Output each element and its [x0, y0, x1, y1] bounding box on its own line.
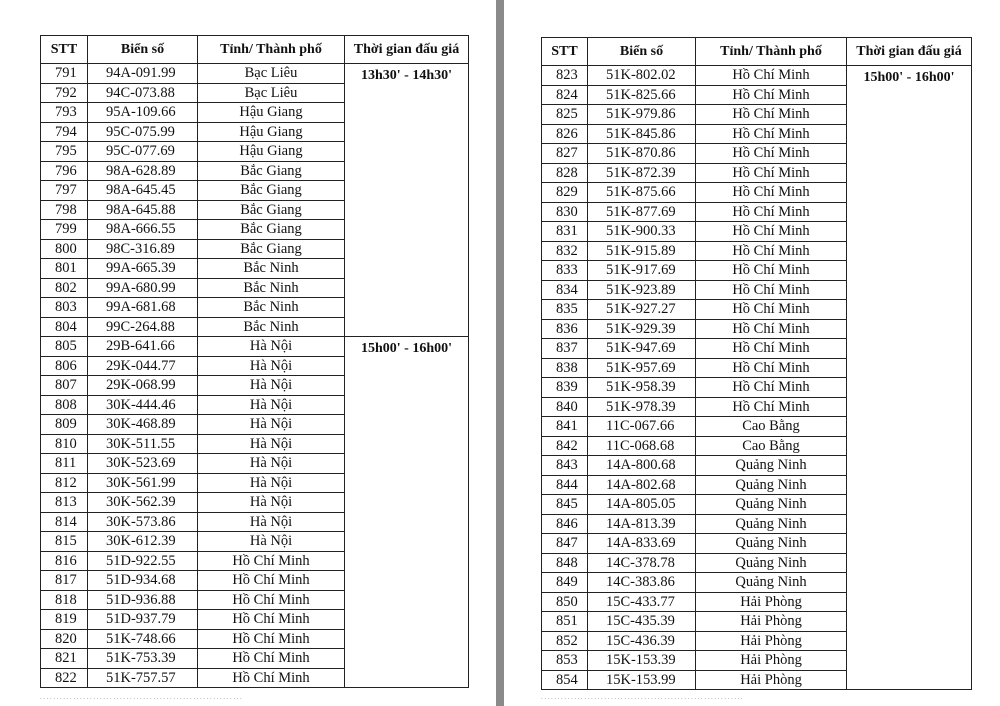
- row-province: Hồ Chí Minh: [198, 571, 345, 591]
- row-stt: 799: [41, 220, 88, 240]
- row-plate: 99A-681.68: [88, 298, 198, 318]
- row-province: Hồ Chí Minh: [198, 610, 345, 630]
- row-stt: 810: [41, 434, 88, 454]
- row-stt: 845: [542, 495, 588, 515]
- row-plate: 30K-612.39: [88, 532, 198, 552]
- row-plate: 99A-680.99: [88, 278, 198, 298]
- row-province: Hồ Chí Minh: [696, 261, 847, 281]
- row-plate: 30K-561.99: [88, 473, 198, 493]
- row-stt: 842: [542, 436, 588, 456]
- row-plate: 51K-958.39: [588, 378, 696, 398]
- row-province: Hải Phòng: [696, 651, 847, 671]
- row-stt: 824: [542, 85, 588, 105]
- row-province: Hồ Chí Minh: [198, 629, 345, 649]
- row-stt: 833: [542, 261, 588, 281]
- row-stt: 829: [542, 183, 588, 203]
- row-stt: 821: [41, 649, 88, 669]
- row-plate: 15C-433.77: [588, 592, 696, 612]
- plate-table-left: [40, 35, 469, 688]
- row-stt: 837: [542, 339, 588, 359]
- row-plate: 94C-073.88: [88, 83, 198, 103]
- table-row: [542, 66, 972, 86]
- row-province: Bạc Liêu: [198, 83, 345, 103]
- row-stt: 843: [542, 456, 588, 476]
- row-plate: 98A-645.88: [88, 200, 198, 220]
- row-plate: 51K-802.02: [588, 66, 696, 86]
- row-plate: 51D-922.55: [88, 551, 198, 571]
- row-stt: 800: [41, 239, 88, 259]
- row-stt: 796: [41, 161, 88, 181]
- row-stt: 813: [41, 493, 88, 513]
- row-stt: 831: [542, 222, 588, 242]
- header-province: Tỉnh/ Thành phố: [696, 38, 847, 66]
- row-province: Hậu Giang: [198, 122, 345, 142]
- header-plate: Biển số: [88, 36, 198, 64]
- row-plate: 51K-957.69: [588, 358, 696, 378]
- table-row: [41, 337, 469, 357]
- row-stt: 808: [41, 395, 88, 415]
- auction-time-slot: 15h00' - 16h00': [847, 66, 972, 690]
- row-stt: 809: [41, 415, 88, 435]
- row-plate: 51D-934.68: [88, 571, 198, 591]
- row-province: Quảng Ninh: [696, 534, 847, 554]
- row-stt: 841: [542, 417, 588, 437]
- row-stt: 798: [41, 200, 88, 220]
- table-row: [41, 64, 469, 84]
- row-province: Hà Nội: [198, 434, 345, 454]
- row-plate: 99A-665.39: [88, 259, 198, 279]
- row-plate: 30K-511.55: [88, 434, 198, 454]
- row-plate: 51K-877.69: [588, 202, 696, 222]
- row-province: Hồ Chí Minh: [696, 124, 847, 144]
- row-plate: 95A-109.66: [88, 103, 198, 123]
- row-province: Bắc Giang: [198, 239, 345, 259]
- row-plate: 99C-264.88: [88, 317, 198, 337]
- row-plate: 51D-936.88: [88, 590, 198, 610]
- row-province: Hà Nội: [198, 337, 345, 357]
- row-province: Quảng Ninh: [696, 514, 847, 534]
- row-plate: 51K-929.39: [588, 319, 696, 339]
- row-plate: 29K-068.99: [88, 376, 198, 396]
- row-province: Quảng Ninh: [696, 495, 847, 515]
- row-stt: 819: [41, 610, 88, 630]
- row-province: Hồ Chí Minh: [696, 280, 847, 300]
- row-plate: 14C-383.86: [588, 573, 696, 593]
- row-province: Hà Nội: [198, 493, 345, 513]
- row-province: Hà Nội: [198, 454, 345, 474]
- row-stt: 802: [41, 278, 88, 298]
- page-footer-right: . . . . . . . . . . . . . . . . . . . . . . . . . . . . . . . . . . . . . . . . . . . . . . . . . . . . . . . . . . . . .: [541, 695, 743, 701]
- row-stt: 807: [41, 376, 88, 396]
- row-plate: 98A-645.45: [88, 181, 198, 201]
- row-plate: 51K-870.86: [588, 144, 696, 164]
- row-plate: 30K-468.89: [88, 415, 198, 435]
- row-plate: 51K-917.69: [588, 261, 696, 281]
- table-header-row: [41, 36, 469, 64]
- row-stt: 835: [542, 300, 588, 320]
- row-province: Hồ Chí Minh: [696, 378, 847, 398]
- row-stt: 826: [542, 124, 588, 144]
- row-stt: 850: [542, 592, 588, 612]
- row-province: Bắc Giang: [198, 161, 345, 181]
- row-province: Hà Nội: [198, 473, 345, 493]
- row-stt: 825: [542, 105, 588, 125]
- plate-table-right: [541, 37, 972, 690]
- row-plate: 51K-825.66: [588, 85, 696, 105]
- row-stt: 839: [542, 378, 588, 398]
- row-plate: 51K-748.66: [88, 629, 198, 649]
- row-plate: 29K-044.77: [88, 356, 198, 376]
- header-plate: Biển số: [588, 38, 696, 66]
- row-plate: 11C-068.68: [588, 436, 696, 456]
- row-province: Hồ Chí Minh: [696, 85, 847, 105]
- row-stt: 853: [542, 651, 588, 671]
- row-stt: 792: [41, 83, 88, 103]
- row-plate: 30K-562.39: [88, 493, 198, 513]
- row-plate: 51K-875.66: [588, 183, 696, 203]
- row-province: Cao Bằng: [696, 436, 847, 456]
- row-province: Quảng Ninh: [696, 475, 847, 495]
- row-province: Hồ Chí Minh: [696, 144, 847, 164]
- row-province: Quảng Ninh: [696, 456, 847, 476]
- row-plate: 51K-923.89: [588, 280, 696, 300]
- row-province: Hậu Giang: [198, 103, 345, 123]
- row-plate: 30K-573.86: [88, 512, 198, 532]
- row-stt: 820: [41, 629, 88, 649]
- row-province: Hà Nội: [198, 395, 345, 415]
- row-stt: 851: [542, 612, 588, 632]
- row-stt: 801: [41, 259, 88, 279]
- row-province: Quảng Ninh: [696, 553, 847, 573]
- row-plate: 51K-753.39: [88, 649, 198, 669]
- row-stt: 805: [41, 337, 88, 357]
- header-stt: STT: [41, 36, 88, 64]
- row-province: Hồ Chí Minh: [696, 358, 847, 378]
- row-province: Quảng Ninh: [696, 573, 847, 593]
- row-plate: 98A-628.89: [88, 161, 198, 181]
- row-stt: 854: [542, 670, 588, 690]
- row-plate: 98A-666.55: [88, 220, 198, 240]
- row-province: Hồ Chí Minh: [696, 241, 847, 261]
- row-plate: 15K-153.39: [588, 651, 696, 671]
- row-plate: 14A-833.69: [588, 534, 696, 554]
- row-plate: 51K-900.33: [588, 222, 696, 242]
- row-province: Hà Nội: [198, 512, 345, 532]
- row-province: Bắc Giang: [198, 200, 345, 220]
- row-plate: 14C-378.78: [588, 553, 696, 573]
- row-stt: 852: [542, 631, 588, 651]
- row-plate: 15C-435.39: [588, 612, 696, 632]
- row-province: Hồ Chí Minh: [696, 163, 847, 183]
- row-province: Hải Phòng: [696, 670, 847, 690]
- row-stt: 816: [41, 551, 88, 571]
- row-plate: 51K-927.27: [588, 300, 696, 320]
- row-stt: 840: [542, 397, 588, 417]
- row-stt: 834: [542, 280, 588, 300]
- row-province: Hà Nội: [198, 356, 345, 376]
- row-stt: 844: [542, 475, 588, 495]
- row-stt: 823: [542, 66, 588, 86]
- row-plate: 30K-444.46: [88, 395, 198, 415]
- row-province: Hà Nội: [198, 415, 345, 435]
- row-province: Hậu Giang: [198, 142, 345, 162]
- row-stt: 806: [41, 356, 88, 376]
- row-stt: 838: [542, 358, 588, 378]
- row-province: Hồ Chí Minh: [696, 202, 847, 222]
- row-province: Bắc Giang: [198, 181, 345, 201]
- header-auction-time: Thời gian đấu giá: [847, 38, 972, 66]
- row-plate: 14A-802.68: [588, 475, 696, 495]
- row-province: Bắc Giang: [198, 220, 345, 240]
- row-province: Bắc Ninh: [198, 259, 345, 279]
- row-stt: 794: [41, 122, 88, 142]
- row-stt: 849: [542, 573, 588, 593]
- row-stt: 847: [542, 534, 588, 554]
- row-plate: 94A-091.99: [88, 64, 198, 84]
- row-plate: 14A-813.39: [588, 514, 696, 534]
- row-province: Hồ Chí Minh: [696, 183, 847, 203]
- table-body-right: [542, 66, 972, 690]
- row-stt: 815: [41, 532, 88, 552]
- row-province: Hồ Chí Minh: [696, 397, 847, 417]
- row-plate: 29B-641.66: [88, 337, 198, 357]
- row-plate: 51K-979.86: [588, 105, 696, 125]
- header-stt: STT: [542, 38, 588, 66]
- row-province: Hà Nội: [198, 376, 345, 396]
- row-plate: 14A-800.68: [588, 456, 696, 476]
- auction-time-slot: 13h30' - 14h30': [345, 64, 469, 337]
- row-province: Hồ Chí Minh: [198, 590, 345, 610]
- row-stt: 793: [41, 103, 88, 123]
- row-province: Hải Phòng: [696, 631, 847, 651]
- row-plate: 15C-436.39: [588, 631, 696, 651]
- row-province: Hồ Chí Minh: [198, 551, 345, 571]
- document-page-right: [504, 0, 1000, 706]
- row-plate: 51K-872.39: [588, 163, 696, 183]
- table-header-row: [542, 38, 972, 66]
- row-plate: 51K-947.69: [588, 339, 696, 359]
- row-stt: 822: [41, 668, 88, 688]
- row-province: Bắc Ninh: [198, 278, 345, 298]
- row-plate: 51K-757.57: [88, 668, 198, 688]
- row-plate: 30K-523.69: [88, 454, 198, 474]
- row-province: Bạc Liêu: [198, 64, 345, 84]
- auction-time-slot: 15h00' - 16h00': [345, 337, 469, 688]
- row-plate: 51K-978.39: [588, 397, 696, 417]
- document-page-left: [0, 0, 496, 706]
- row-stt: 811: [41, 454, 88, 474]
- table-body-left: [41, 64, 469, 688]
- row-province: Hải Phòng: [696, 612, 847, 632]
- row-plate: 95C-075.99: [88, 122, 198, 142]
- row-stt: 830: [542, 202, 588, 222]
- row-plate: 51K-915.89: [588, 241, 696, 261]
- row-province: Hồ Chí Minh: [696, 300, 847, 320]
- row-stt: 803: [41, 298, 88, 318]
- row-province: Hồ Chí Minh: [198, 668, 345, 688]
- row-province: Hồ Chí Minh: [696, 105, 847, 125]
- row-province: Hồ Chí Minh: [696, 319, 847, 339]
- row-stt: 791: [41, 64, 88, 84]
- row-stt: 797: [41, 181, 88, 201]
- row-plate: 15K-153.99: [588, 670, 696, 690]
- row-province: Bắc Ninh: [198, 317, 345, 337]
- row-plate: 51K-845.86: [588, 124, 696, 144]
- row-plate: 11C-067.66: [588, 417, 696, 437]
- row-province: Cao Bằng: [696, 417, 847, 437]
- row-province: Hà Nội: [198, 532, 345, 552]
- row-stt: 827: [542, 144, 588, 164]
- row-stt: 817: [41, 571, 88, 591]
- row-province: Hồ Chí Minh: [696, 222, 847, 242]
- row-province: Hải Phòng: [696, 592, 847, 612]
- row-stt: 804: [41, 317, 88, 337]
- row-province: Hồ Chí Minh: [198, 649, 345, 669]
- row-stt: 814: [41, 512, 88, 532]
- row-plate: 95C-077.69: [88, 142, 198, 162]
- header-auction-time: Thời gian đấu giá: [345, 36, 469, 64]
- row-stt: 832: [542, 241, 588, 261]
- row-stt: 812: [41, 473, 88, 493]
- row-stt: 846: [542, 514, 588, 534]
- row-plate: 98C-316.89: [88, 239, 198, 259]
- row-province: Bắc Ninh: [198, 298, 345, 318]
- row-stt: 836: [542, 319, 588, 339]
- row-province: Hồ Chí Minh: [696, 339, 847, 359]
- page-footer-left: . . . . . . . . . . . . . . . . . . . . . . . . . . . . . . . . . . . . . . . . . . . . . . . . . . . . . . . . . . . . .: [40, 695, 242, 701]
- row-stt: 848: [542, 553, 588, 573]
- row-plate: 51D-937.79: [88, 610, 198, 630]
- row-stt: 828: [542, 163, 588, 183]
- header-province: Tỉnh/ Thành phố: [198, 36, 345, 64]
- row-stt: 818: [41, 590, 88, 610]
- row-stt: 795: [41, 142, 88, 162]
- row-plate: 14A-805.05: [588, 495, 696, 515]
- row-province: Hồ Chí Minh: [696, 66, 847, 86]
